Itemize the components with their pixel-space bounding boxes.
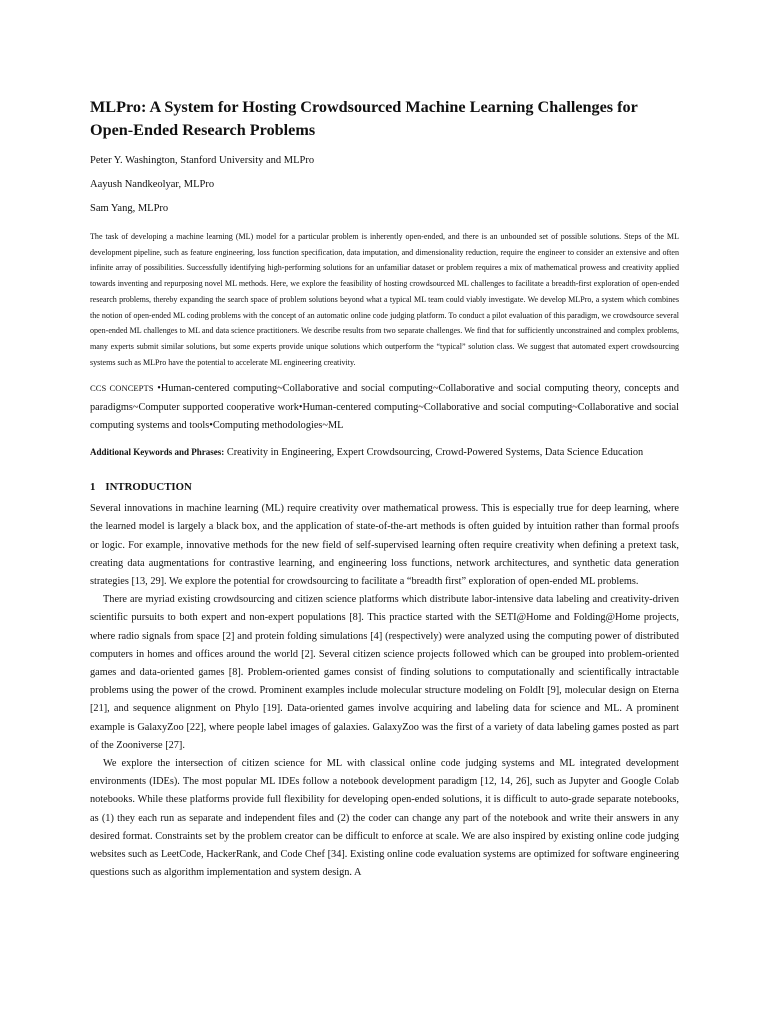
body-paragraph-3: We explore the intersection of citizen science for ML with classical online code judging systems and ML integrated development environments (IDEs). The most popular ML IDEs follow a notebook development paradigm [12, 14, 26], such as Jupyter and Google Colab notebooks. While these platforms provide full flexibility for developing open-ended solutions, it is difficult to auto-grade separate notebooks, as (1) they each run as separate and independent files and (2) the coder can change any part of the notebook and write their answers in any desired format. Constraints set by the problem creator can be difficult to enforce at scale. We are also inspired by existing online code judging websites such as LeetCode, HackerRank, and Code Chef [34]. Existing online code evaluation systems are optimized for software engineering questions such as algorithm implementation and system design. A	[90, 758, 679, 879]
ccs-label: CCS CONCEPTS	[90, 383, 154, 394]
author-2: Aayush Nandkeolyar, MLPro	[90, 179, 215, 190]
abstract: The task of developing a machine learning (ML) model for a particular problem is inherently open-ended, and there is an unbounded set of possible solutions. Steps of the ML development pipeline, such as feature engineering, loss function specification, data imputation, and dimensionality reduction, require the engineer to consider an extensive and often infinite array of possibilities. Successfully identifying high-performing solutions for an unfamiliar dataset or problem requires a mix of mathematical prowess and creativity applied towards inventing and repurposing novel ML methods. Here, we explore the feasibility of hosting crowdsourced ML challenges to facilitate a breadth-first exploration of open-ended research problems, thereby expanding the search space of problem solutions beyond what a typical ML team could viably investigate. We develop MLPro, a system which combines the notion of open-ended ML coding problems with the concept of an automatic online code judging platform. To conduct a pilot evaluation of this paradigm, we crowdsource several open-ended ML challenges to ML and data science practitioners. We describe results from two separate challenges. We find that for sufficiently unconstrained and complex problems, many experts submit similar solutions, but some experts provide unique solutions which outperform the “typical” solution class. We suggest that automated expert crowdsourcing systems such as MLPro have the potential to accelerate ML engineering creativity.	[90, 232, 679, 367]
keywords-label: Additional Keywords and Phrases:	[90, 447, 225, 458]
keywords-text: Creativity in Engineering, Expert Crowdsourcing, Crowd-Powered Systems, Data Science Education	[224, 447, 644, 459]
section-heading	[90, 480, 679, 494]
paper-title: MLPro: A System for Hosting Crowdsourced Machine Learning Challenges for Open-Ended Research Problems	[90, 98, 638, 139]
section-title: INTRODUCTION	[105, 481, 192, 494]
ccs-text: •Human-centered computing~Collaborative and social computing~Collaborative and social computing theory, concepts and paradigms~Computer supported cooperative work•Human-centered computing~Collaborative and social computing~Collaborative and social computing systems and tools•Computing methodologies~ML	[90, 383, 679, 431]
section-number: 1	[90, 481, 96, 494]
keywords	[90, 444, 679, 461]
body-paragraph-1: Several innovations in machine learning (ML) require creativity over mathematical prowess. This is especially true for deep learning, where the learned model is largely a black box, and the application of state-of-the-art methods is often guided by intuition rather than formal proofs or logic. For example, innovative methods for the new field of self-supervised learning often require creativity when defining a pretext task, creating data augmentations for contrastive learning, and engineering loss functions, network architectures, and synthetic data generation strategies [13, 29]. We explore the potential for crowdsourcing to facilitate a “breadth first” exploration of open-ended ML problems.	[90, 503, 679, 588]
author-3: Sam Yang, MLPro	[90, 203, 169, 214]
ccs-concepts	[90, 379, 679, 435]
paper-page	[90, 96, 679, 882]
author-1: Peter Y. Washington, Stanford University and MLPro	[90, 155, 315, 166]
body-paragraph-2: There are myriad existing crowdsourcing and citizen science platforms which distribute labor-intensive data labeling and creativity-driven scientific pursuits to both expert and non-expert populations [8]. This practice started with the SETI@Home and Folding@Home projects, where radio signals from space [2] and protein folding simulations [4] (respectively) were analyzed using the computing power of distributed computers in homes and offices around the world [2]. Several citizen science projects followed which can be grouped into problem-oriented games and data-oriented games [8]. Problem-oriented games consist of finding solutions to computationally and scientifically intractable problems using the power of the crowd. Prominent examples include molecular structure modeling on FoldIt [9], molecular design on Eterna [21], and sequence alignment on Phylo [19]. Data-oriented games involve acquiring and labeling data for science and ML. A prominent example is GalaxyZoo [22], where people label images of galaxies. GalaxyZoo was the first of a variety of data labeling games posted as part of the Zooniverse [27].	[90, 594, 679, 751]
